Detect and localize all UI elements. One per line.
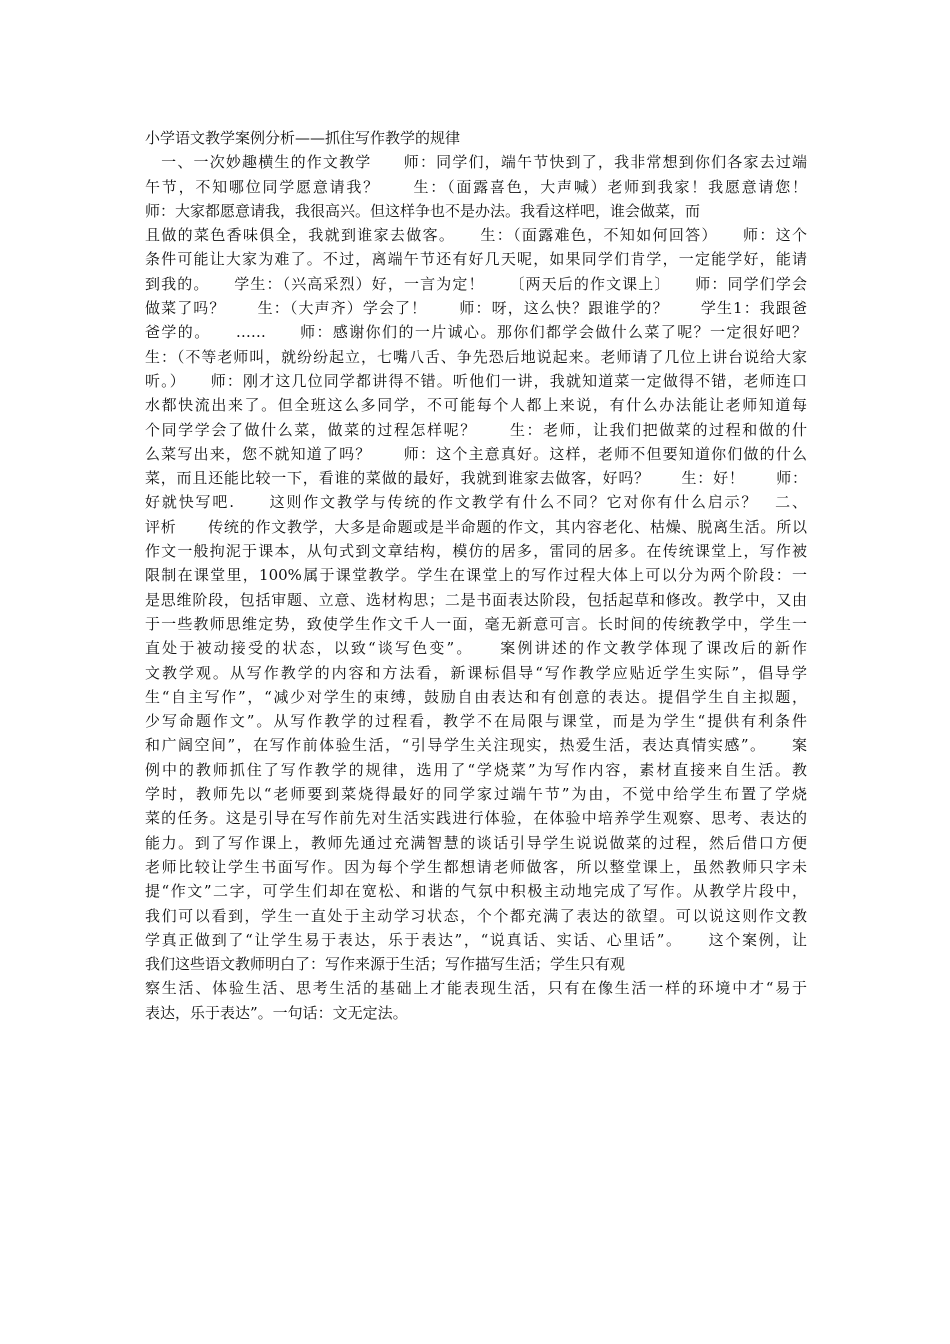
text-line: 菜，而且还能比较一下，看谁的菜做的最好，我就到谁家去做客，好吗？ 生：好！ 师： [145,469,807,488]
text-line: 评析 传统的作文教学，大多是命题或是半命题的作文，其内容老化、枯燥、脱离生活。所以 [145,517,807,536]
text-line: 少写命题作文”。从写作教学的过程看，教学不在局限与课堂，而是为学生“提供有利条件 [145,712,807,731]
text-line: 做菜了吗？ 生：（大声齐）学会了！ 师：呀，这么快？跟谁学的？ 学生1：我跟爸 [145,299,807,318]
text-line: 午节，不知哪位同学愿意请我？ 生：（面露喜色，大声喊）老师到我家！我愿意请您！ [145,177,807,196]
text-line: 水都快流出来了。但全班这么多同学，不可能每个人都上来说，有什么办法能让老师知道每 [145,396,807,415]
text-line: 菜的任务。这是引导在写作前先对生活实践进行体验，在体验中培养学生观察、思考、表达的 [145,809,807,828]
text-line: 能力。到了写作课上，教师先通过充满智慧的谈话引导学生说说做菜的过程，然后借口方便 [145,833,807,852]
text-line: 爸学的。 …… 师：感谢你们的一片诚心。那你们都学会做什么菜了呢？一定很好吧？ [145,323,807,342]
text-line: 学真正做到了“让学生易于表达，乐于表达”，“说真话、实话、心里话”。 这个案例，让 [145,930,807,949]
text-line: 提“作文”二字，可学生们却在宽松、和谐的气氛中积极主动地完成了写作。从教学片段中， [145,882,807,901]
document-body [145,126,807,1025]
text-line: 且做的菜色香味俱全，我就到谁家去做客。 生：（面露难色，不知如何回答） 师：这个 [145,226,807,245]
text-line: 么菜写出来，您不就知道了吗？ 师：这个主意真好。这样，老师不但要知道你们做的什么 [145,444,807,463]
text-line: 和广阔空间”，在写作前体验生活，“引导学生关注现实，热爱生活，表达真情实感”。 案 [145,736,807,755]
text-line: 于一些教师思维定势，致使学生作文千人一面，毫无新意可言。长时间的传统教学中，学生一 [145,614,807,633]
text-line: 好就快写吧. 这则作文教学与传统的作文教学有什么不同？它对你有什么启示？ 二、 [145,493,807,512]
text-line: 是思维阶段，包括审题、立意、选材构思；二是书面表达阶段，包括起草和修改。教学中，又由 [145,590,807,609]
text-line: 个同学学会了做什么菜，做菜的过程怎样呢？ 生：老师，让我们把做菜的过程和做的什 [145,420,807,439]
text-line: 老师比较让学生书面写作。因为每个学生都想请老师做客，所以整堂课上，虽然教师只字未 [145,857,807,876]
text-line: 生“自主写作”，“减少对学生的束缚，鼓励自由表达和有创意的表达。提倡学生自主拟题， [145,687,807,706]
text-line: 作文一般拘泥于课本，从句式到文章结构，模仿的居多，雷同的居多。在传统课堂上，写作被 [145,542,807,561]
text-line: 表达，乐于表达”。一句话：文无定法。 [145,1003,408,1022]
text-line: 条件可能让大家为难了。不过，离端午节还有好几天呢，如果同学们肯学，一定能学好，能请 [145,250,807,269]
text-line: 到我的。 学生：（兴高采烈）好，一言为定！ 〔两天后的作文课上〕 师：同学们学会 [145,274,807,293]
text-line: 直处于被动接受的状态，以致“谈写色变”。 案例讲述的作文教学体现了课改后的新作 [145,639,807,658]
text-line: 一、一次妙趣横生的作文教学 师：同学们，端午节快到了，我非常想到你们各家去过端 [145,153,807,172]
text-line: 学时，教师先以“老师要到菜烧得最好的同学家过端午节”为由，不觉中给学生布置了学烧 [145,785,807,804]
text-line: 生：（不等老师叫，就纷纷起立，七嘴八舌、争先恐后地说起来。老师请了几位上讲台说给大家 [145,347,807,366]
text-line: 限制在课堂里，100%属于课堂教学。学生在课堂上的写作过程大体上可以分为两个阶段：一 [145,566,807,585]
text-line: 听。） 师：刚才这几位同学都讲得不错。听他们一讲，我就知道菜一定做得不错，老师连口 [145,371,807,390]
text-line: 文教学观。从写作教学的内容和方法看，新课标倡导“写作教学应贴近学生实际”，倡导学 [145,663,807,682]
text-line: 师：大家都愿意请我，我很高兴。但这样争也不是办法。我看这样吧，谁会做菜，而 [145,201,701,220]
text-line: 察生活、体验生活、思考生活的基础上才能表现生活，只有在像生活一样的环境中才“易于 [145,979,807,998]
text-line: 我们可以看到，学生一直处于主动学习状态，个个都充满了表达的欲望。可以说这则作文教 [145,906,807,925]
text-line: 我们这些语文教师明白了：写作来源于生活；写作描写生活；学生只有观 [145,955,626,974]
text-line: 例中的教师抓住了写作教学的规律，选用了“学烧菜”为写作内容，素材直接来自生活。教 [145,760,807,779]
document-title: 小学语文教学案例分析——抓住写作教学的规律 [145,129,461,147]
